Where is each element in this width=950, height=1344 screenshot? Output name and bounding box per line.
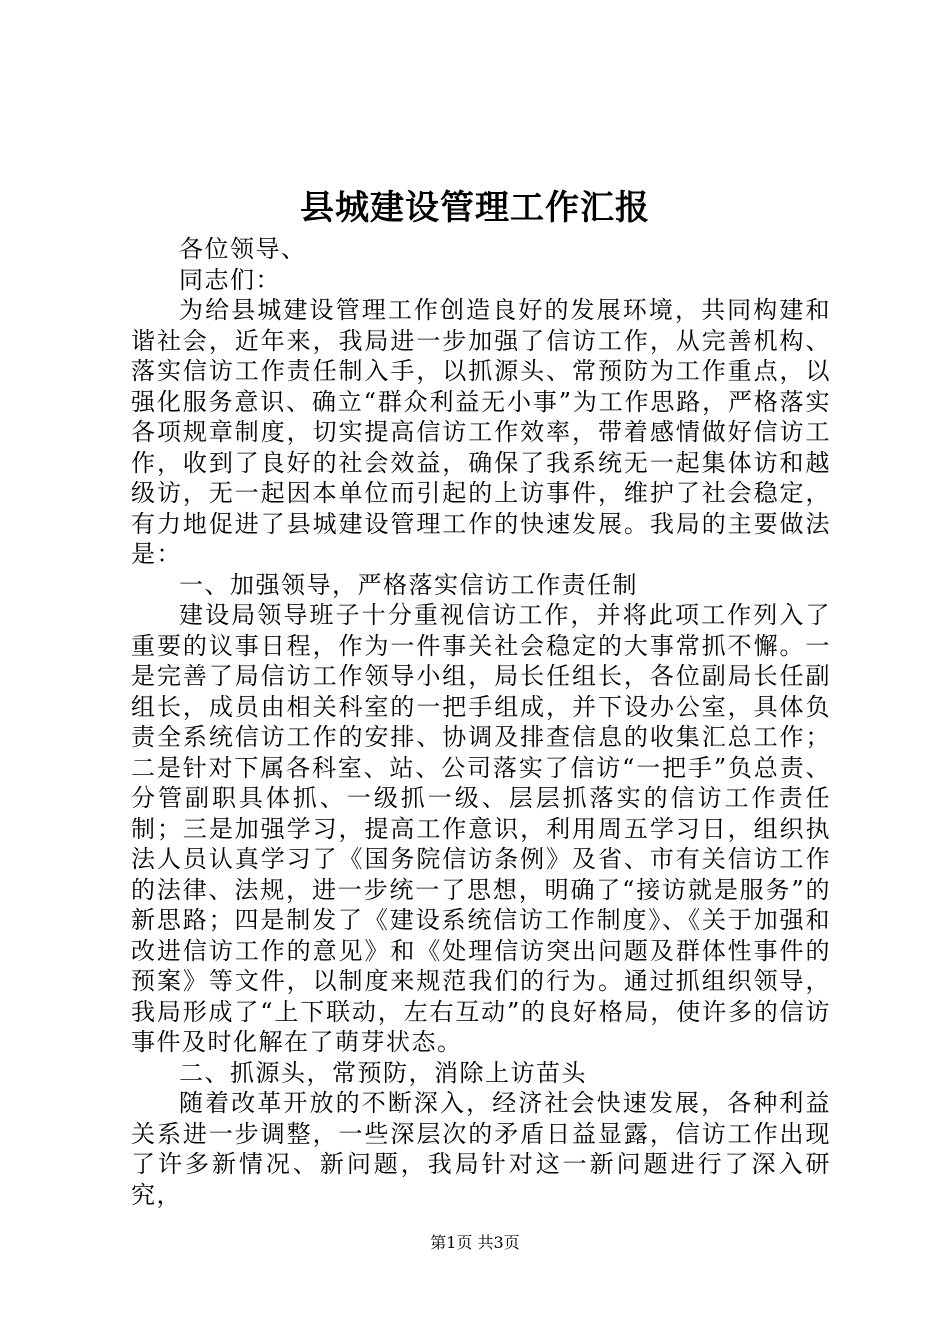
section-heading: 一、加强领导，严格落实信访工作责任制 <box>179 570 638 599</box>
body-paragraph: 随着改革开放的不断深入，经济社会快速发展，各种利益关系进一步调整，一些深层次的矛盾日益显露，信访工作出现了许多新情况、新问题，我局针对这一新问题进行了深入研究， <box>131 1089 831 1209</box>
body-paragraph: 建设局领导班子十分重视信访工作，并将此项工作列入了重要的议事日程，作为一件事关社会稳定的大事常抓不懈。一是完善了局信访工作领导小组，局长任组长，各位副局长任副组长，成员由相关科室的一把手组成，并下设办公室，具体负责全系统信访工作的安排、协调及排查信息的收集汇总工作；二是针对下属各科室、站、公司落实了信访“一把手”负总责、分管副职具体抓、一级抓一级、层层抓落实的信访工作责任制；三是加强学习，提高工作意识，利用周五学习日，组织执法人员认真学习了《国务院信访条例》及省、市有关信访工作的法律、法规，进一步统一了思想，明确了“接访就是服务”的新思路；四是制发了《建设系统信访工作制度》、《关于加强和改进信访工作的意见》和《处理信访突出问题及群体性事件的预案》等文件，以制度来规范我们的行为。通过抓组织领导，我局形成了“上下联动，左右互动”的良好格局，使许多的信访事件及时化解在了萌芽状态。 <box>131 601 831 1056</box>
section-heading: 二、抓源头，常预防，消除上访苗头 <box>179 1058 587 1087</box>
page-number-footer: 第1页 共3页 <box>430 1233 520 1252</box>
document-body <box>131 234 831 1210</box>
body-paragraph: 为给县城建设管理工作创造良好的发展环境，共同构建和谐社会，近年来，我局进一步加强了信访工作，从完善机构、落实信访工作责任制入手，以抓源头、常预防为工作重点，以强化服务意识、确立“群众利益无小事”为工作思路，严格落实各项规章制度，切实提高信访工作效率，带着感情做好信访工作，收到了良好的社会效益，确保了我系统无一起集体访和越级访，无一起因本单位而引起的上访事件，维护了社会稳定，有力地促进了县城建设管理工作的快速发展。我局的主要做法是： <box>131 296 831 568</box>
document-title: 县城建设管理工作汇报 <box>300 188 650 228</box>
salutation-line: 同志们： <box>179 265 281 294</box>
salutation-line: 各位领导、 <box>179 235 307 263</box>
